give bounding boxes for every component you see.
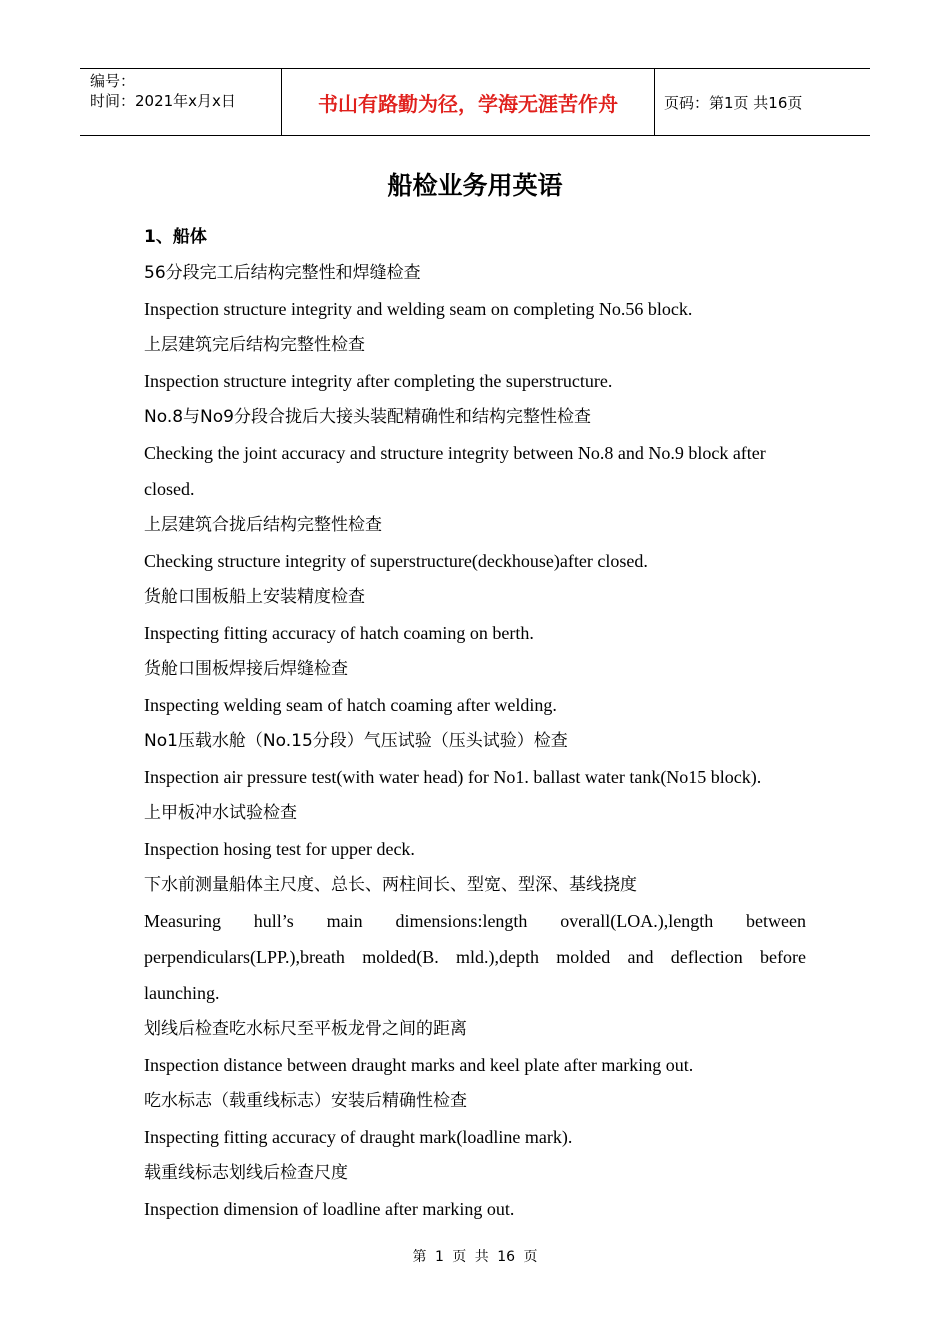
text-line: Checking structure integrity of superstructure(deckhouse)after closed. [144,551,648,571]
text-line: 56分段完工后结构完整性和焊缝检查 [144,263,421,283]
text-line: 下水前测量船体主尺度、总长、两柱间长、型宽、型深、基线挠度 [144,875,637,895]
text-line: Measuring hull’s main dimensions:length overall(LOA.),length between perpendiculars(LPP.),breath molded(B. mld.),depth molded and deflection before launching. [144,911,806,1003]
text-line: 吃水标志（载重线标志）安装后精确性检查 [144,1091,467,1111]
page-info-text: 页码：第1页 共16页 [664,93,803,112]
text-line: 划线后检查吃水标尺至平板龙骨之间的距离 [144,1019,467,1039]
text-line: Inspection dimension of loadline after marking out. [144,1199,515,1219]
motto-text: 书山有路勤为径，学海无涯苦作舟 [318,91,618,116]
text-line: Inspecting fitting accuracy of hatch coaming on berth. [144,623,534,643]
text-line: Inspection air pressure test(with water head) for No1. ballast water tank(No15 block). [144,767,762,787]
text-line: Checking the joint accuracy and structure integrity between No.8 and No.9 block after closed. [144,443,766,499]
page-footer: 第 1 页 共 16 页 [412,1249,538,1265]
text-line: Inspecting welding seam of hatch coaming after welding. [144,695,557,715]
header-motto [282,69,655,135]
text-line: 载重线标志划线后检查尺度 [144,1163,348,1183]
text-line: 货舱口围板船上安装精度检查 [144,587,365,607]
header-meta [80,69,282,135]
document-body [144,219,806,1227]
text-line: Inspection distance between draught marks and keel plate after marking out. [144,1055,694,1075]
section-heading: 1、船体 [144,227,207,247]
text-line: 上甲板冲水试验检查 [144,803,297,823]
text-line: No.8与No9分段合拢后大接头装配精确性和结构完整性检查 [144,407,591,427]
text-line: 上层建筑合拢后结构完整性检查 [144,515,382,535]
page-header [80,68,870,136]
time-label: 时间：2021年x月x日 [90,92,236,110]
document-title: 船检业务用英语 [387,171,563,200]
text-line: No1压载水舱（No.15分段）气压试验（压头试验）检查 [144,731,568,751]
text-line: 上层建筑完后结构完整性检查 [144,335,365,355]
header-page-info [655,69,870,135]
number-label: 编号： [90,72,136,90]
text-line: Inspection hosing test for upper deck. [144,839,415,859]
text-line: 货舱口围板焊接后焊缝检查 [144,659,348,679]
text-line: Inspection structure integrity after completing the superstructure. [144,371,613,391]
text-line: Inspecting fitting accuracy of draught mark(loadline mark). [144,1127,573,1147]
text-line: Inspection structure integrity and welding seam on completing No.56 block. [144,299,693,319]
